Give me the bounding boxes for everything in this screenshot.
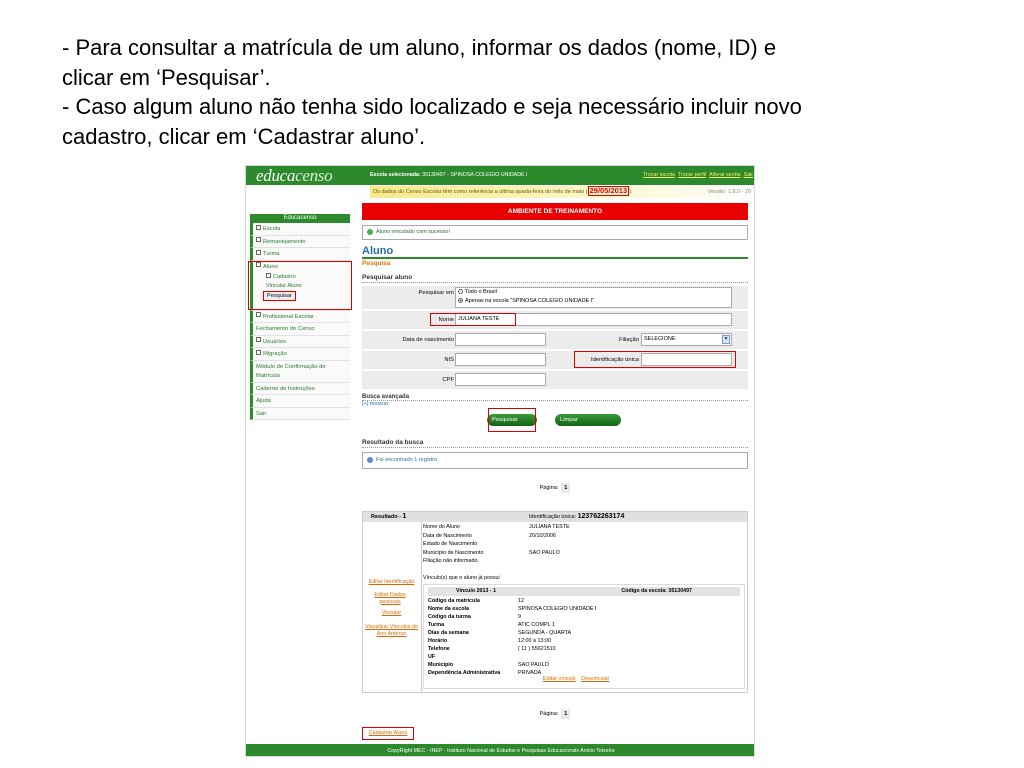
caption-line: - Para consultar a matrícula de um aluno, informar os dados (nome, ID) e [62,35,777,60]
limpar-button[interactable]: Limpar [555,414,621,426]
row-data-filiacao [362,331,748,349]
visualizar-vinculos-link[interactable]: Visualizar Vínculos do Ano Anterior [365,624,418,637]
mostrar-link[interactable]: [+] mostrar [362,401,389,407]
census-notice: Os dados do Censo Escolar têm como referência a última quarta-feira do mês de maio ( 29/05/2013 ). Versão: 1.8.0 - 20 [370,186,753,198]
page-subtitle: Pesquisa [362,260,391,267]
vinculo-box: Vínculo 2013 - 1 Código da escola: 35130497 Código da matrícula 12 Nome da escola SPINOSA COLEGIO UNIDADE I Código da turma 9 Turma ATIC COMPL 1 Dias da semana SEGUNDA - QUARTA Horário 12:00 à 13:00 Telefone ( 11 ) 55621510 UF Município SAO PAULO Dependência Administrativa PRIVADA Editar vínculo Desvincular [423,584,745,689]
filiacao-select[interactable]: SELECIONE ▼ [641,333,732,346]
top-links [640,172,753,178]
editar-dados-pessoais-link[interactable]: Editar Dados pessoais [374,592,406,605]
nis-label: NIS [444,357,454,363]
highlight-nome [430,313,516,326]
caption-line: clicar em ‘Pesquisar’. [62,64,271,90]
radio-icon [458,289,463,294]
radio-todo-brasil[interactable]: Todo o Brasil [458,288,731,297]
sidebar-sub-cadastro[interactable]: Cadastro [256,273,350,282]
sidebar-title: Educacenso [250,214,350,223]
sidebar-item-migracao[interactable]: Migração [250,348,350,361]
data-nascimento-input[interactable] [455,333,546,346]
educacenso-logo: educacenso [256,166,333,185]
editar-vinculo-link[interactable]: Editar vínculo [543,676,576,682]
expand-icon [256,237,261,242]
census-date: 29/05/2013 [589,186,628,195]
sidebar-item-sair[interactable]: Sair [250,408,350,421]
sidebar-item-remanejamento[interactable]: Remanejamento [250,236,350,249]
footer: CopyRight MEC - INEP - Instituto Nacional de Estudos e Pesquisas Educacionais Anísio Teixeira [246,744,755,757]
expand-icon [256,312,261,317]
highlight-identificacao [574,351,736,368]
identificacao-unica-value: 123762263174 [577,513,625,520]
page-title: Aluno [362,245,748,259]
row-nis-id [362,351,748,369]
trocar-escola-link[interactable]: Trocar escola [643,172,675,178]
row-cpf [362,371,748,389]
caption-line: - Caso algum aluno não tenha sido localizado e seja necessário incluir novo [62,94,802,119]
resultado-title: Resultado da busca [362,439,748,448]
pesquisar-em-label: Pesquisar em [418,290,454,296]
top-bar [246,166,755,185]
sidebar-item-escola[interactable]: Escola [250,223,350,236]
row-pesquisar-em [362,286,748,309]
info-icon [367,457,373,463]
button-row [362,407,748,435]
trocar-perfil-link[interactable]: Trocar perfil [678,172,707,178]
cpf-input[interactable] [455,373,546,386]
cadastrar-aluno-link[interactable]: Cadastrar Aluno [362,727,414,740]
highlight-aluno-menu [248,261,352,310]
sidebar-sub-vincular-aluno[interactable]: Vincular Aluno [266,282,302,289]
success-message: Aluno vinculado com sucesso! [362,225,748,240]
pagination-top: Página: 1 [362,483,748,493]
data-nascimento-label: Data de nascimento [402,337,454,343]
nome-input[interactable]: JULIANA TESTE [455,313,732,326]
version-label: Versão: 1.8.0 - 20 [707,189,751,195]
scope-radio-group [455,287,732,308]
alterar-senha-link[interactable]: Alterar senha [709,172,741,178]
success-icon [367,229,373,235]
sidebar-item-fechamento[interactable]: Fechamento do Censo [250,323,350,336]
expand-icon [256,350,261,355]
radio-checked-icon [458,298,463,303]
result-table: Resultado - 1 Identificação única: 123762263174 Nome do Aluno JULIANA TESTE Data de Nascimento 20/10/2006 Estado de Nascimento Município de Nascimento SAO PAULO Filiação não informado. Editar Identificação Vínculo(s) que o aluno já possui Editar Dados pessoais Vincular Visualizar Vínculos do Ano Anterior Vínculo 2013 - 1 Código da escola: 35130497 Código da matrícula 12 Nome da escola SPINOSA COLEGIO UNIDADE I Código da turma 9 Turma ATIC COMPL 1 Dias da semana SEGUNDA - QUARTA Horário 12:00 à 13:00 Telefone ( 11 ) 55621510 UF Município SAO PAULO Dependência Administrativa PRIVADA Editar vínculo Desvincular [362,511,748,693]
expand-icon [256,250,261,255]
page-number[interactable]: 1 [561,709,570,719]
vinculos-label: Vínculo(s) que o aluno já possui [423,575,500,581]
row-nome [362,311,748,329]
cpf-label: CPF [442,377,454,383]
chevron-down-icon: ▼ [723,336,729,342]
pagination-bottom: Página: 1 [362,709,748,719]
sidebar-item-turma[interactable]: Turma [250,248,350,261]
nome-label: Nome [438,317,454,323]
vinculo-header: Vínculo 2013 - 1 Código da escola: 35130497 [428,587,740,596]
sidebar-item-usuarios[interactable]: Usuários [250,336,350,349]
slide-caption [62,33,962,151]
desvincular-link[interactable]: Desvincular [581,676,610,682]
filiacao-label: Filiação [619,337,639,343]
caption-line: cadastro, clicar em ‘Cadastrar aluno’. [62,123,426,149]
sidebar-item-ajuda[interactable]: Ajuda [250,395,350,408]
main-content [362,203,748,493]
expand-icon [256,337,261,342]
busca-avancada-title: Busca avançada [362,394,748,401]
sidebar [250,214,350,420]
sidebar-sub-pesquisar[interactable]: Pesquisar [263,291,296,301]
expand-icon [256,225,261,230]
sidebar-item-profissional[interactable]: Profissional Escolar [250,311,350,324]
page-number[interactable]: 1 [561,483,570,493]
vincular-link[interactable]: Vincular [381,610,402,616]
editar-identificacao-link[interactable]: Editar Identificação [368,579,415,585]
sidebar-item-modulo[interactable]: Módulo de Confirmação de Matrícula [250,361,350,383]
pesquisar-button[interactable]: Pesquisar [487,414,537,426]
radio-apenas-escola[interactable]: Apenas na escola "SPINOSA COLEGIO UNIDADE I" [458,297,731,306]
sair-link[interactable]: Sair [743,172,753,178]
vinculo-actions [543,676,609,682]
resultado-message: Foi encontrado 1 registro. [362,452,748,469]
selected-school: Escola selecionada: 35130497 - SPINOSA COLEGIO UNIDADE I [370,172,528,178]
nis-input[interactable] [455,353,546,366]
highlight-pesquisar [488,408,536,432]
sidebar-item-aluno[interactable]: Aluno Cadastro Vincular Aluno Pesquisar [250,261,350,311]
environment-banner: AMBIENTE DE TREINAMENTO [362,203,748,220]
identificacao-unica-label: Identificação única [590,357,639,363]
educacenso-screenshot [245,165,755,757]
sidebar-item-caderno[interactable]: Caderno de Instruções [250,383,350,396]
section-pesquisar-aluno: Pesquisar aluno [362,274,748,283]
result-header: Resultado - 1 Identificação única: 123762263174 [363,512,747,522]
